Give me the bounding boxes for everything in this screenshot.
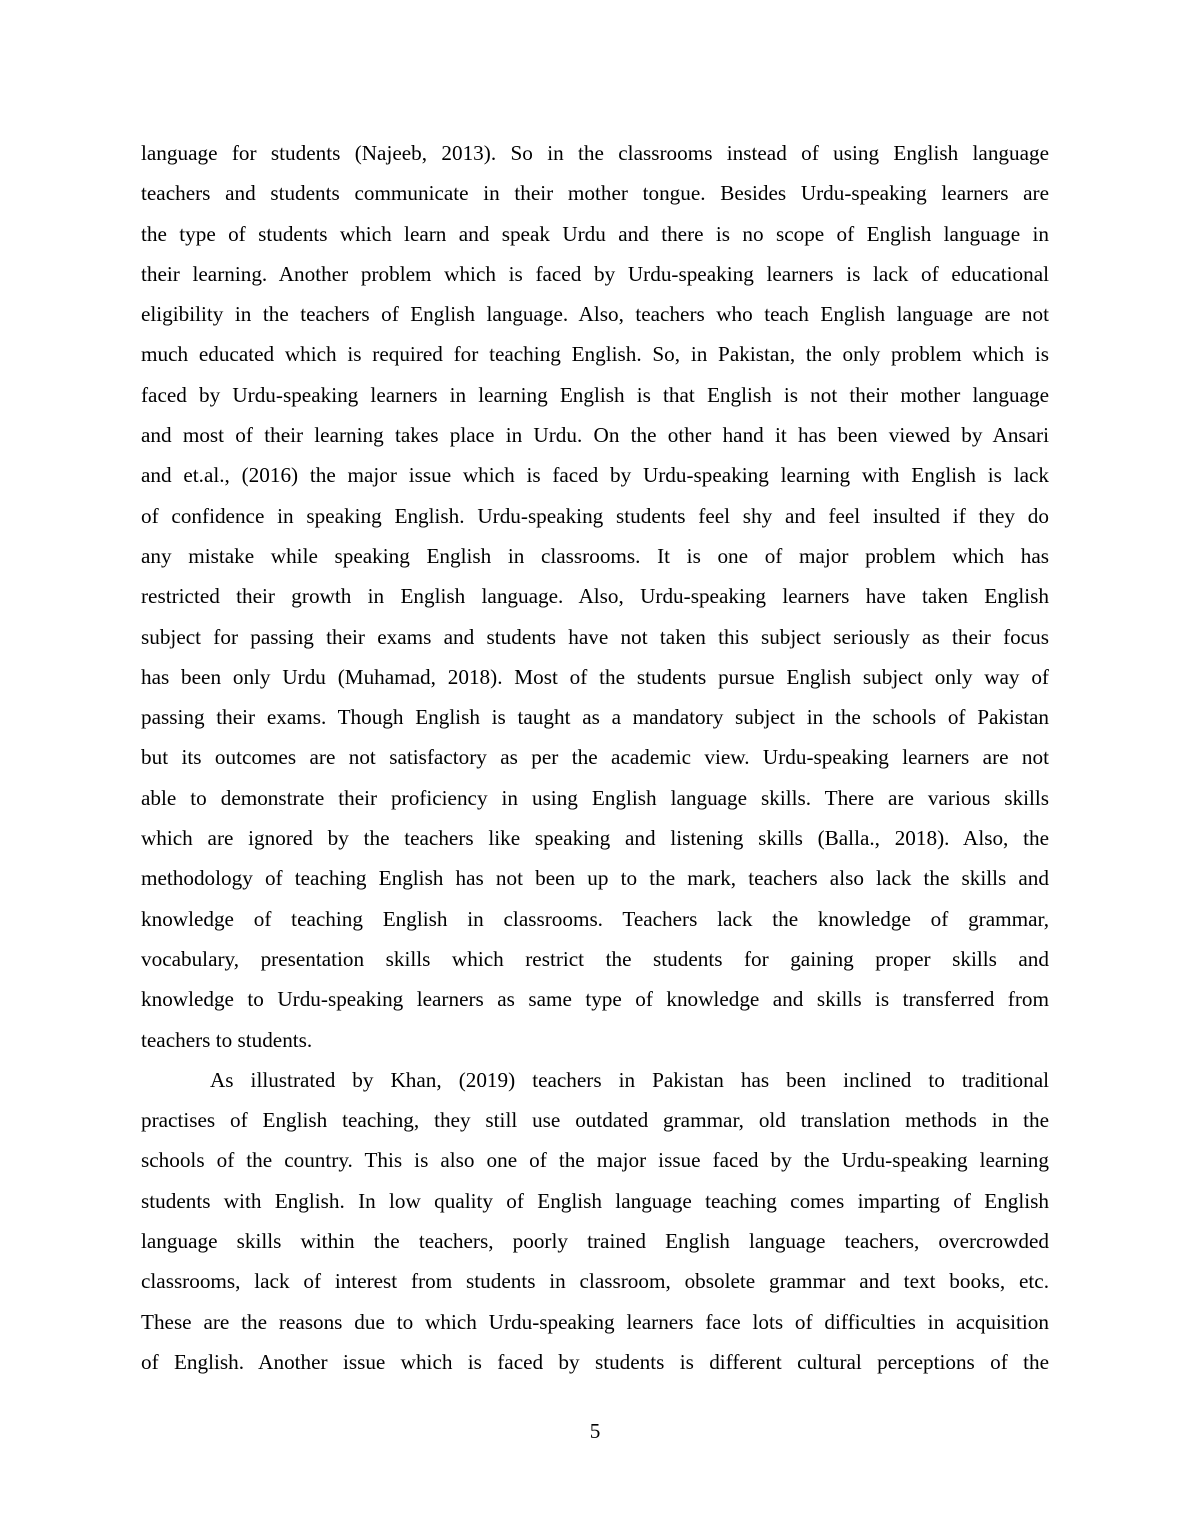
- paragraph-2: [141, 1060, 1049, 1382]
- text-line: which are ignored by the teachers like speaking and listening skills (Balla., 2018). Also, the: [141, 826, 1049, 851]
- text-line: teachers to students.: [141, 1027, 313, 1052]
- text-line: subject for passing their exams and students have not taken this subject seriously as their focus: [141, 624, 1049, 649]
- text-line: much educated which is required for teaching English. So, in Pakistan, the only problem which is: [141, 342, 1049, 367]
- text-line: knowledge of teaching English in classrooms. Teachers lack the knowledge of grammar,: [141, 906, 1049, 931]
- text-line: classrooms, lack of interest from students in classroom, obsolete grammar and text books, etc.: [141, 1269, 1049, 1294]
- text-line: As illustrated by Khan, (2019) teachers in Pakistan has been inclined to traditional: [210, 1067, 1049, 1092]
- text-line: of confidence in speaking English. Urdu-speaking students feel shy and feel insulted if they do: [141, 503, 1049, 528]
- text-line: faced by Urdu-speaking learners in learning English is that English is not their mother language: [141, 382, 1049, 407]
- text-line: students with English. In low quality of English language teaching comes imparting of English: [141, 1188, 1049, 1213]
- text-line: but its outcomes are not satisfactory as per the academic view. Urdu-speaking learners are not: [141, 745, 1049, 770]
- text-line: methodology of teaching English has not been up to the mark, teachers also lack the skills and: [141, 866, 1049, 891]
- text-line: eligibility in the teachers of English language. Also, teachers who teach English language are not: [141, 302, 1049, 327]
- text-line: restricted their growth in English language. Also, Urdu-speaking learners have taken English: [141, 584, 1049, 609]
- text-line: the type of students which learn and speak Urdu and there is no scope of English language in: [141, 221, 1049, 246]
- text-line: of English. Another issue which is faced by students is different cultural perceptions of the: [141, 1349, 1049, 1374]
- page-number: 5: [589, 1419, 601, 1443]
- text-line: their learning. Another problem which is faced by Urdu-speaking learners is lack of educational: [141, 261, 1049, 286]
- text-line: teachers and students communicate in their mother tongue. Besides Urdu-speaking learners are: [141, 181, 1049, 206]
- text-line: language for students (Najeeb, 2013). So in the classrooms instead of using English language: [141, 141, 1049, 165]
- paragraph-1: [141, 133, 1049, 1060]
- text-line: vocabulary, presentation skills which restrict the students for gaining proper skills and: [141, 946, 1049, 971]
- text-line: schools of the country. This is also one of the major issue faced by the Urdu-speaking learning: [141, 1148, 1049, 1173]
- text-line: practises of English teaching, they still use outdated grammar, old translation methods in the: [141, 1108, 1049, 1133]
- text-line: has been only Urdu (Muhamad, 2018). Most of the students pursue English subject only way of: [141, 664, 1049, 689]
- text-line: passing their exams. Though English is taught as a mandatory subject in the schools of Pakistan: [141, 705, 1049, 730]
- text-line: able to demonstrate their proficiency in using English language skills. There are various skills: [141, 785, 1049, 810]
- text-line: These are the reasons due to which Urdu-speaking learners face lots of difficulties in acquisition: [141, 1309, 1049, 1334]
- text-line: and most of their learning takes place in Urdu. On the other hand it has been viewed by Ansari: [141, 423, 1049, 448]
- text-line: and et.al., (2016) the major issue which is faced by Urdu-speaking learning with English is lack: [141, 463, 1049, 488]
- text-line: language skills within the teachers, poorly trained English language teachers, overcrowded: [141, 1229, 1049, 1254]
- text-line: any mistake while speaking English in classrooms. It is one of major problem which has: [141, 543, 1049, 568]
- body-text: [141, 133, 1049, 1382]
- text-line: knowledge to Urdu-speaking learners as same type of knowledge and skills is transferred from: [141, 987, 1049, 1012]
